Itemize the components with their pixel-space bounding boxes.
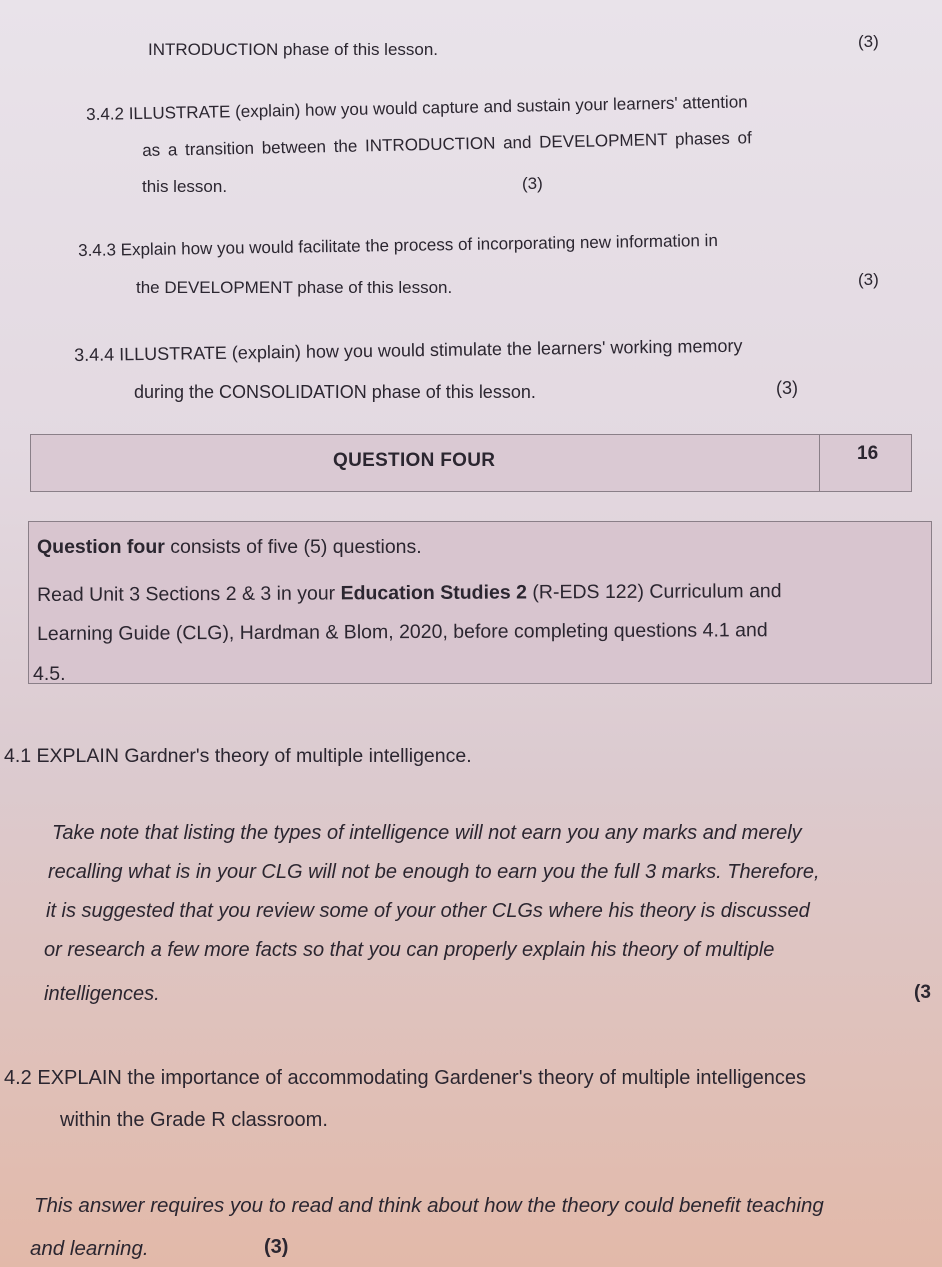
q41-note-line1: Take note that listing the types of intelligence will not earn you any marks and merely (52, 822, 802, 844)
intro-line4: 4.5. (33, 663, 66, 685)
q343-line2: the DEVELOPMENT phase of this lesson. (136, 278, 453, 297)
q42-title-line2: within the Grade R classroom. (60, 1109, 328, 1131)
q42-note-line1: This answer requires you to read and think about how the theory could benefit teaching (34, 1194, 824, 1217)
intro-line3: Learning Guide (CLG), Hardman & Blom, 2020, before completing questions 4.1 and (37, 619, 768, 645)
q42-title-line1: 4.2 EXPLAIN the importance of accommodating Gardener's theory of multiple intelligences (4, 1067, 807, 1089)
header-divider (819, 435, 820, 491)
q41-note-line5: intelligences. (44, 983, 160, 1005)
intro-line1 (37, 536, 422, 559)
intro-line1-bold: Question four (37, 536, 165, 558)
question-four-header (30, 434, 912, 492)
q41-note-line3: it is suggested that you review some of your other CLGs where his theory is discussed (46, 900, 810, 922)
q344-line2: during the CONSOLIDATION phase of this lesson. (134, 382, 536, 402)
q342-line2: as a transition between the INTRODUCTION and DEVELOPMENT phases of (142, 128, 752, 160)
q342-line3: this lesson. (142, 177, 228, 196)
q343-marks: (3) (858, 270, 879, 289)
q41-note-line4: or research a few more facts so that you can properly explain his theory of multiple (44, 939, 775, 961)
q341-text: INTRODUCTION phase of this lesson. (148, 40, 439, 59)
q344-marks: (3) (776, 378, 798, 398)
intro-line2 (37, 580, 782, 607)
q344-line1: 3.4.4 ILLUSTRATE (explain) how you would stimulate the learners' working memory (74, 335, 743, 365)
q343-line1: 3.4.3 Explain how you would facilitate the process of incorporating new information in (78, 230, 718, 260)
q41-marks: (3 (914, 982, 931, 1003)
q342-marks: (3) (522, 174, 543, 193)
intro-line2-pre: Read Unit 3 Sections 2 & 3 in your (37, 582, 341, 606)
q42-note-line2: and learning. (30, 1237, 149, 1260)
intro-line2-bold: Education Studies 2 (340, 581, 527, 605)
intro-line1-rest: consists of five (5) questions. (164, 536, 422, 558)
question-four-intro-box (28, 521, 932, 684)
q42-marks: (3) (264, 1236, 289, 1258)
question-four-title: QUESTION FOUR (333, 450, 496, 471)
q41-note-line2: recalling what is in your CLG will not be enough to earn you the full 3 marks. Therefore, (48, 861, 820, 883)
q41-title: 4.1 EXPLAIN Gardner's theory of multiple intelligence. (4, 745, 472, 767)
intro-line2-post: (R-EDS 122) Curriculum and (526, 580, 782, 604)
q341-marks: (3) (858, 32, 879, 51)
question-four-total: 16 (857, 443, 879, 464)
q342-line1: 3.4.2 ILLUSTRATE (explain) how you would capture and sustain your learners' attention (86, 92, 748, 124)
